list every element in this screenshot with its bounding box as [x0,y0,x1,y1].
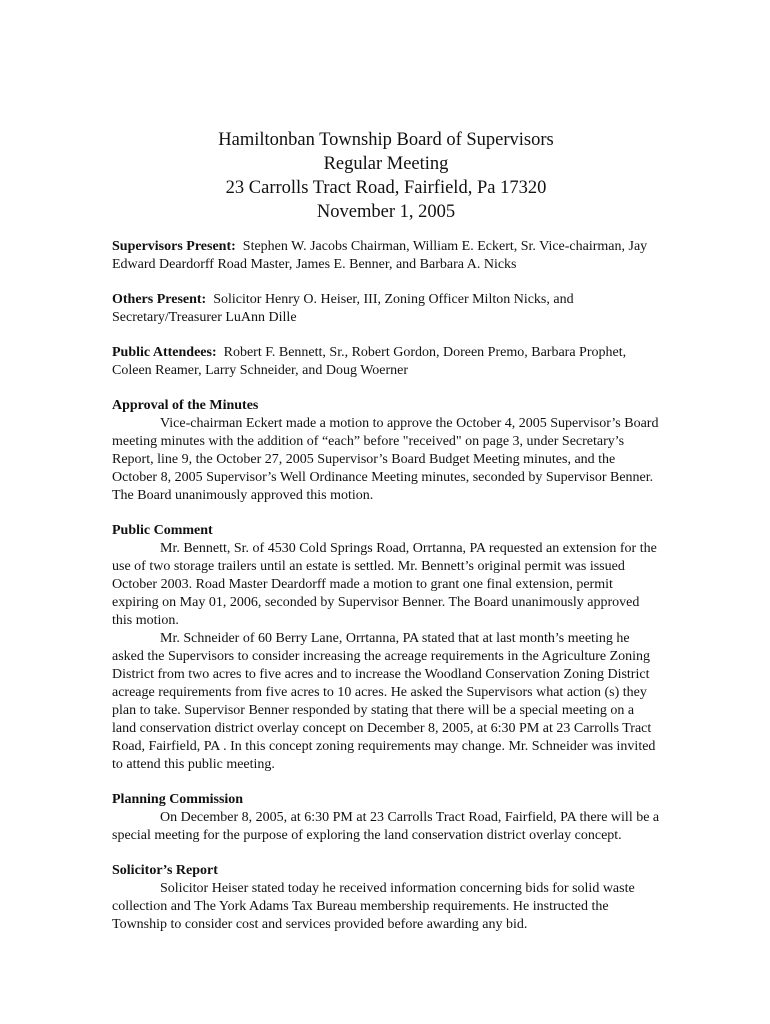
title-line-3: 23 Carrolls Tract Road, Fairfield, Pa 17320 [225,178,547,198]
public-attendees [112,344,660,380]
public-attendees-label: Public Attendees: [112,345,217,360]
public-attendees-text: Robert F. Bennett, Sr., Robert Gordon, Doreen Premo, Barbara Prophet, Coleen Reamer, Larry Schneider, and Doug Woerner [112,345,627,378]
title-line-1: Hamiltonban Township Board of Supervisors [218,130,554,150]
section-paragraph: On December 8, 2005, at 6:30 PM at 23 Carrolls Tract Road, Fairfield, PA there will be a special meeting for the purpose of exploring the land conservation district overlay concept. [112,810,660,843]
section-heading: Planning Commission [112,792,244,807]
section-paragraph: Mr. Bennett, Sr. of 4530 Cold Springs Road, Orrtanna, PA requested an extension for the use of two storage trailers until an estate is settled. Mr. Bennett’s original permit was issued October 2003. Road Master Deardorff made a motion to grant one final extension, permit expiring on May 01, 2006, seconded by Supervisor Benner. The Board unanimously approved this motion. [112,541,657,628]
document-title [112,128,660,224]
section-solicitors-report [112,862,660,934]
section-heading: Public Comment [112,523,213,538]
section-heading: Approval of the Minutes [112,398,259,413]
section-planning-commission [112,791,660,845]
others-present [112,291,660,327]
section-paragraph: Mr. Schneider of 60 Berry Lane, Orrtanna, PA stated that at last month’s meeting he asked the Supervisors to consider increasing the acreage requirements in the Agriculture Zoning District from two acres to five acres and to increase the Woodland Conservation Zoning District acreage requirements from five acres to 10 acres. He asked the Supervisors what action (s) they plan to take. Supervisor Benner responded by stating that there will be a special meeting on a land conservation district overlay concept on December 8, 2005, at 6:30 PM at 23 Carrolls Tract Road, Fairfield, PA . In this concept zoning requirements may change. Mr. Schneider was invited to attend this public meeting. [112,631,656,772]
section-public-comment [112,522,660,774]
section-paragraph: Vice-chairman Eckert made a motion to approve the October 4, 2005 Supervisor’s Board meeting minutes with the addition of “each” before "received" on page 3, under Secretary’s Report, line 9, the October 27, 2005 Supervisor’s Board Budget Meeting minutes, and the October 8, 2005 Supervisor’s Well Ordinance Meeting minutes, seconded by Supervisor Benner. The Board unanimously approved this motion. [112,416,659,503]
document-page [112,128,660,951]
section-approval-of-minutes [112,397,660,505]
title-line-4: November 1, 2005 [316,202,456,222]
others-present-text: Solicitor Henry O. Heiser, III, Zoning Officer Milton Nicks, and Secretary/Treasurer LuAnn Dille [112,292,574,325]
supervisors-present [112,238,660,274]
title-line-2: Regular Meeting [323,154,449,174]
section-paragraph: Solicitor Heiser stated today he received information concerning bids for solid waste collection and The York Adams Tax Bureau membership requirements. He instructed the Township to consider cost and services provided before awarding any bid. [112,881,635,932]
others-present-label: Others Present: [112,292,207,307]
section-heading: Solicitor’s Report [112,863,218,878]
supervisors-present-text: Stephen W. Jacobs Chairman, William E. Eckert, Sr. Vice-chairman, Jay Edward Deardorff Road Master, James E. Benner, and Barbara A. Nicks [112,239,648,272]
supervisors-present-label: Supervisors Present: [112,239,236,254]
